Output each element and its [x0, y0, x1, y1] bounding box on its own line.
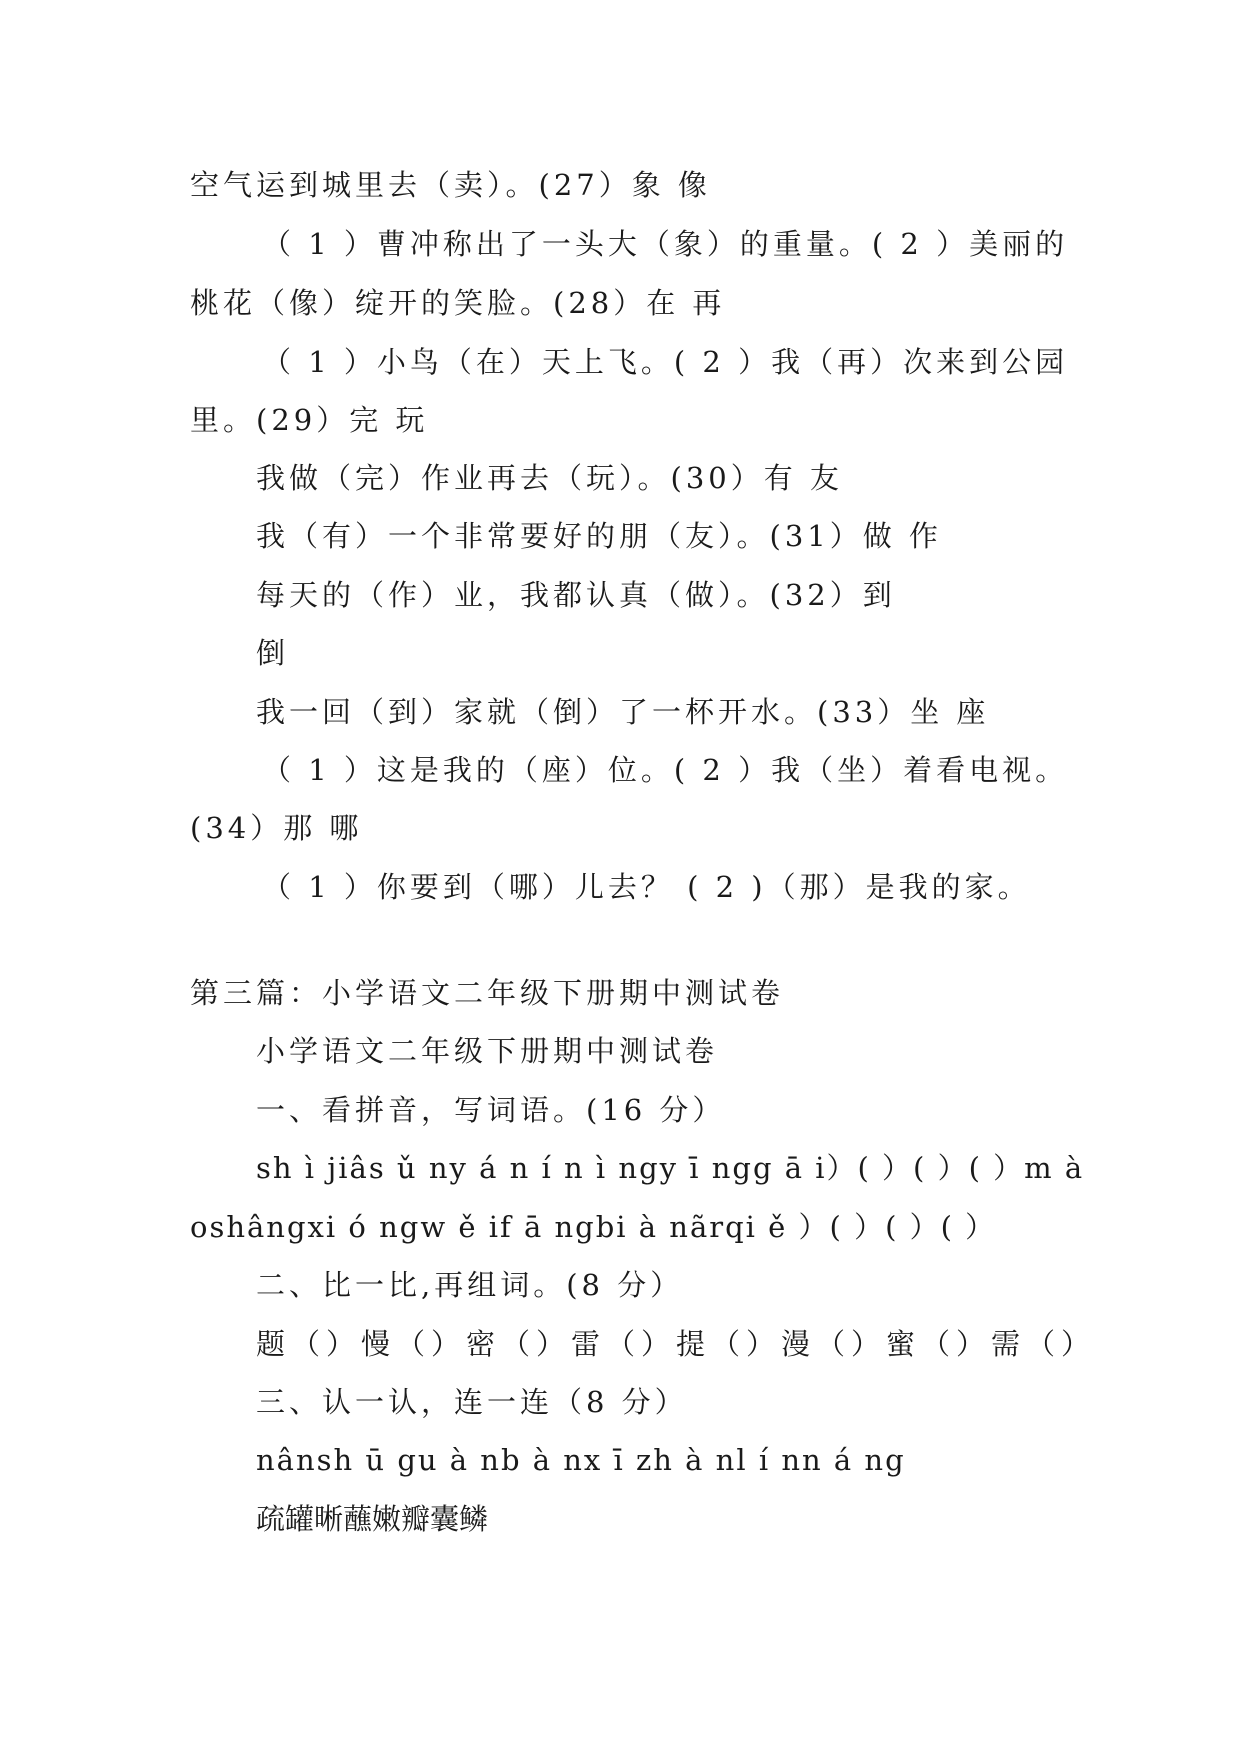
text-line: 我做（完）作业再去（玩）。(30）有 友	[256, 461, 843, 495]
text-line: 里。(29）完 玩	[190, 403, 429, 437]
text-line: 倒	[256, 636, 290, 670]
text-line: 我一回（到）家就（倒）了一杯开水。(33）坐 座	[256, 695, 990, 729]
text-line: （ 1 ）小鸟（在）天上飞。( 2 ）我（再）次来到公园	[262, 345, 1069, 379]
text-line: 空气运到城里去（卖）。(27）象 像	[190, 168, 711, 202]
question-heading: 三、认一认，连一连（8 分）	[256, 1385, 688, 1419]
question-heading: 一、看拼音，写词语。(16 分）	[256, 1093, 726, 1127]
pinyin-line: nânsh ū gu à nb à nx ī zh à nl í nn á ng	[256, 1443, 906, 1477]
text-line: （ 1 ）你要到（哪）儿去？ ( 2 )（那）是我的家。	[262, 870, 1031, 904]
pinyin-line: oshângxi ó ngw ě if ā ngbi à nãrqi ě ）( ）( ）( ）	[190, 1210, 997, 1244]
pinyin-line: sh ì jiâs ǔ ny á n í n ì ngy ī ngg ā i）( ）( ）( ）m à	[256, 1151, 1085, 1185]
word-compare-line: 题（）慢（）密（）雷（）提（）漫（）蜜（）需（）	[256, 1327, 1097, 1361]
text-line: 我（有）一个非常要好的朋（友）。(31）做 作	[256, 519, 942, 553]
text-line: 桃花（像）绽开的笑脸。(28）在 再	[190, 286, 726, 320]
question-heading: 二、比一比,再组词。(8 分）	[256, 1268, 684, 1302]
text-line: 每天的（作）业，我都认真（做）。(32）到	[256, 578, 896, 612]
text-line: （ 1 ）这是我的（座）位。( 2 ）我（坐）着看电视。	[262, 753, 1069, 787]
text-line: （ 1 ）曹冲称出了一头大（象）的重量。( 2 ）美丽的	[262, 227, 1069, 261]
character-line: 疏罐晰蘸嫩瓣囊鳞	[256, 1502, 489, 1536]
text-line: (34）那 哪	[190, 811, 363, 845]
section-heading: 第三篇：小学语文二年级下册期中测试卷	[190, 976, 785, 1010]
exam-title: 小学语文二年级下册期中测试卷	[256, 1034, 719, 1068]
